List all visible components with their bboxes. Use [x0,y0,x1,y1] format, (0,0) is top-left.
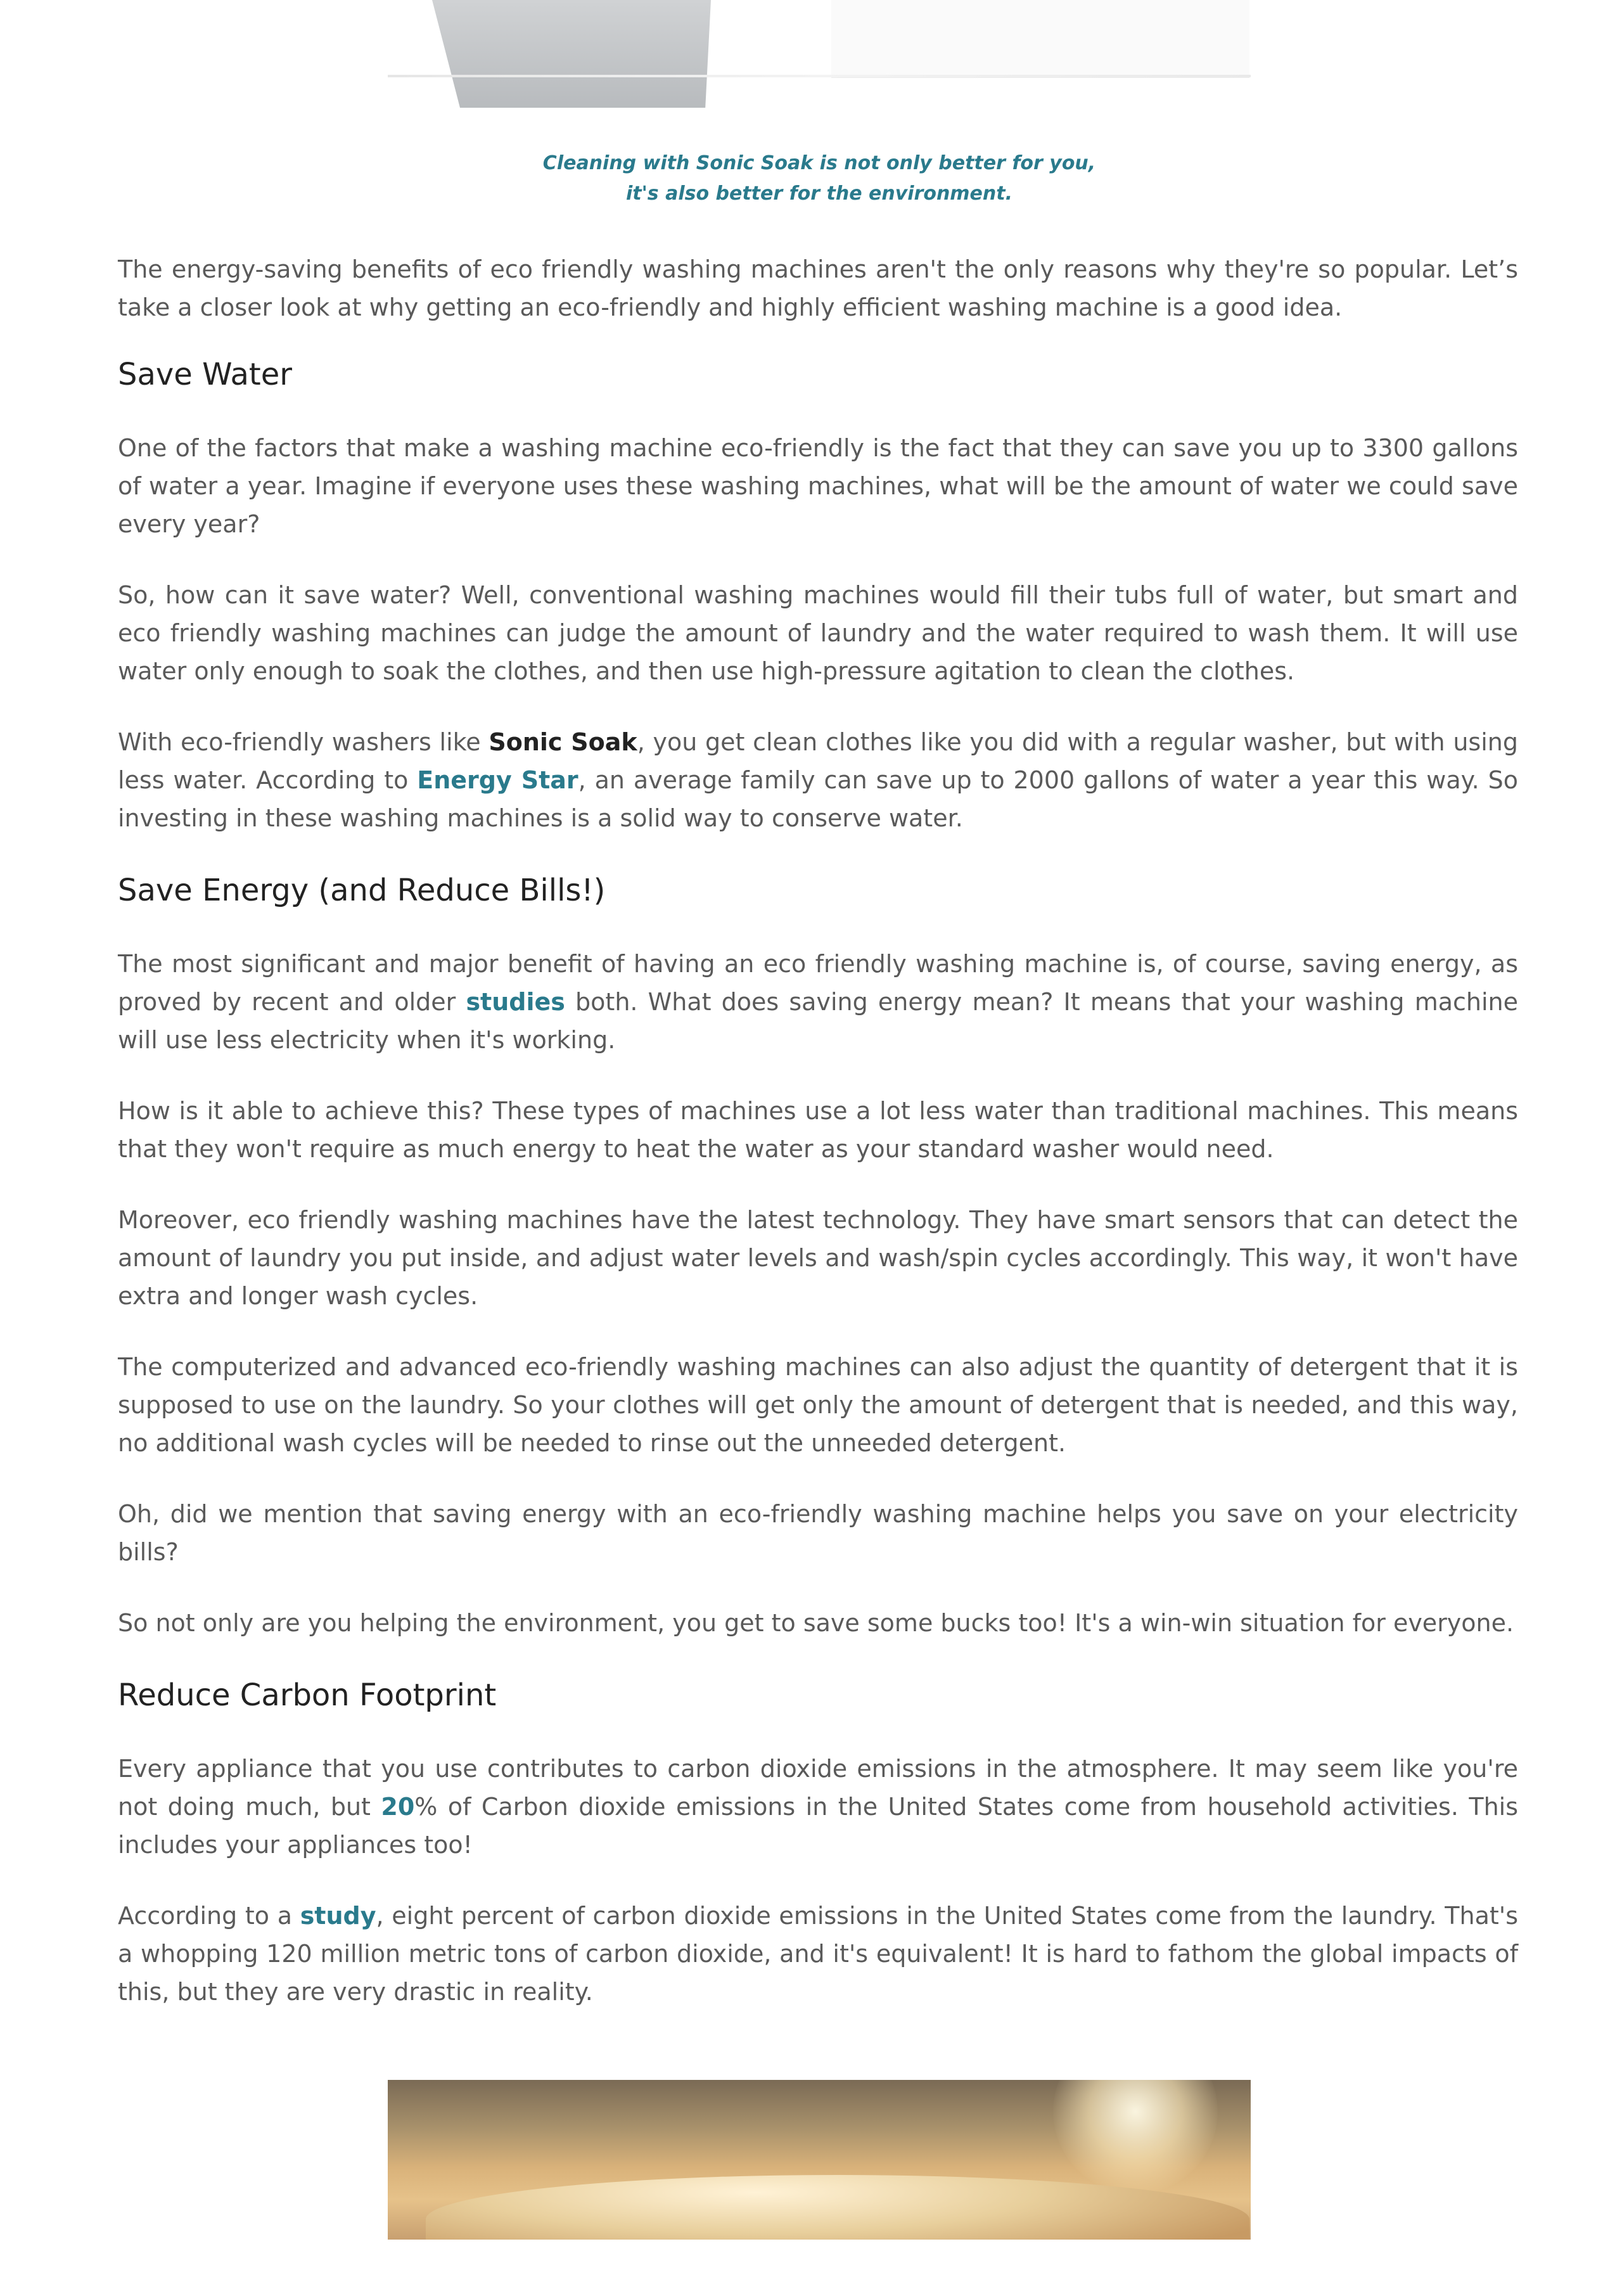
text-span: , an average family can save up to 2000 gallons of water a year this way. So investing in these washing machines is a solid way to conserve water. [118,766,1519,832]
text-span: According to a [118,1902,300,1930]
twenty-percent-link[interactable]: 20 [381,1793,415,1821]
sun-glow [1053,2080,1218,2194]
image-bottom-edge [388,75,1251,77]
save-energy-paragraph-4: The computerized and advanced eco-friendly washing machines can also adjust the quantity of detergent that it is supposed to use on the laundry. So your clothes will get only the amount of detergent that is needed, and this way, no additional wash cycles will be needed to rinse out the unneeded detergent. [118,1353,1518,1457]
washing-machine-image [388,0,1251,77]
save-energy-paragraph-2: How is it able to achieve this? These types of machines use a lot less water than traditional machines. This means that they won't require as much energy to heat the water as your standard washer would need. [118,1097,1518,1163]
text-span: , eight percent of carbon dioxide emissions in the United States come from the laundry. That's a whopping 120 million metric tons of carbon dioxide, and it's equivalent! It is hard to fathom the global impacts of this, but they are very drastic in reality. [118,1902,1519,2006]
image-panel [831,0,1249,78]
carbon-paragraph-2 [118,1897,1518,2011]
save-water-paragraph-3 [118,723,1518,837]
studies-link[interactable]: studies [466,988,565,1016]
article-body [118,250,1518,2011]
save-water-paragraph-1: One of the factors that make a washing machine eco-friendly is the fact that they can save you up to 3300 gallons of water a year. Imagine if everyone uses these washing machines, what will be the amount of water we could save every year? [118,434,1518,538]
save-energy-paragraph-3: Moreover, eco friendly washing machines have the latest technology. They have smart sensors that can detect the amount of laundry you put inside, and adjust water levels and wash/spin cycles accordingly. This way, it won't have extra and longer wash cycles. [118,1206,1518,1310]
text-span: % of Carbon dioxide emissions in the United States come from household activities. This includes your appliances too! [118,1793,1519,1859]
brand-sonic-soak: Sonic Soak [489,728,637,756]
text-span: Every appliance that you use contributes to carbon dioxide emissions in the atmosphere. It may seem like you're not doing much, but [118,1755,1518,1821]
washer-graphic [432,0,711,108]
text-span: With eco-friendly washers like [118,728,489,756]
energy-star-link[interactable]: Energy Star [417,766,578,794]
save-energy-paragraph-5: Oh, did we mention that saving energy with an eco-friendly washing machine helps you save on your electricity bills? [118,1500,1518,1566]
heading-reduce-carbon: Reduce Carbon Footprint [118,1677,497,1713]
carbon-paragraph-1 [118,1750,1518,1864]
text-span: both. What does saving energy mean? It means that your washing machine will use less electricity when it's working. [118,988,1518,1054]
text-span: , you get clean clothes like you did with a regular washer, but with using less water. According to [118,728,1518,794]
text-span: The most significant and major benefit of having an eco friendly washing machine is, of course, saving energy, as proved by recent and older [118,950,1518,1016]
image-caption [388,148,1251,209]
study-link[interactable]: study [300,1902,376,1930]
caption-line-1: Cleaning with Sonic Soak is not only better for you, [542,152,1096,174]
save-energy-paragraph-1 [118,945,1518,1059]
heading-save-water: Save Water [118,357,292,392]
save-energy-paragraph-6: So not only are you helping the environment, you get to save some bucks too! It's a win-win situation for everyone. [118,1609,1514,1637]
intro-paragraph: The energy-saving benefits of eco friendly washing machines aren't the only reasons why they're so popular. Let’s take a closer look at why getting an eco-friendly and highly efficient washing machine is a good idea. [118,255,1518,321]
sky-clouds-image [388,2080,1251,2240]
caption-line-2: it's also better for the environment. [625,183,1013,205]
save-water-paragraph-2: So, how can it save water? Well, conventional washing machines would fill their tubs full of water, but smart and eco friendly washing machines can judge the amount of laundry and the water required to wash them. It will use water only enough to soak the clothes, and then use high-pressure agitation to clean the clothes. [118,581,1518,685]
heading-save-energy: Save Energy (and Reduce Bills!) [118,873,606,908]
